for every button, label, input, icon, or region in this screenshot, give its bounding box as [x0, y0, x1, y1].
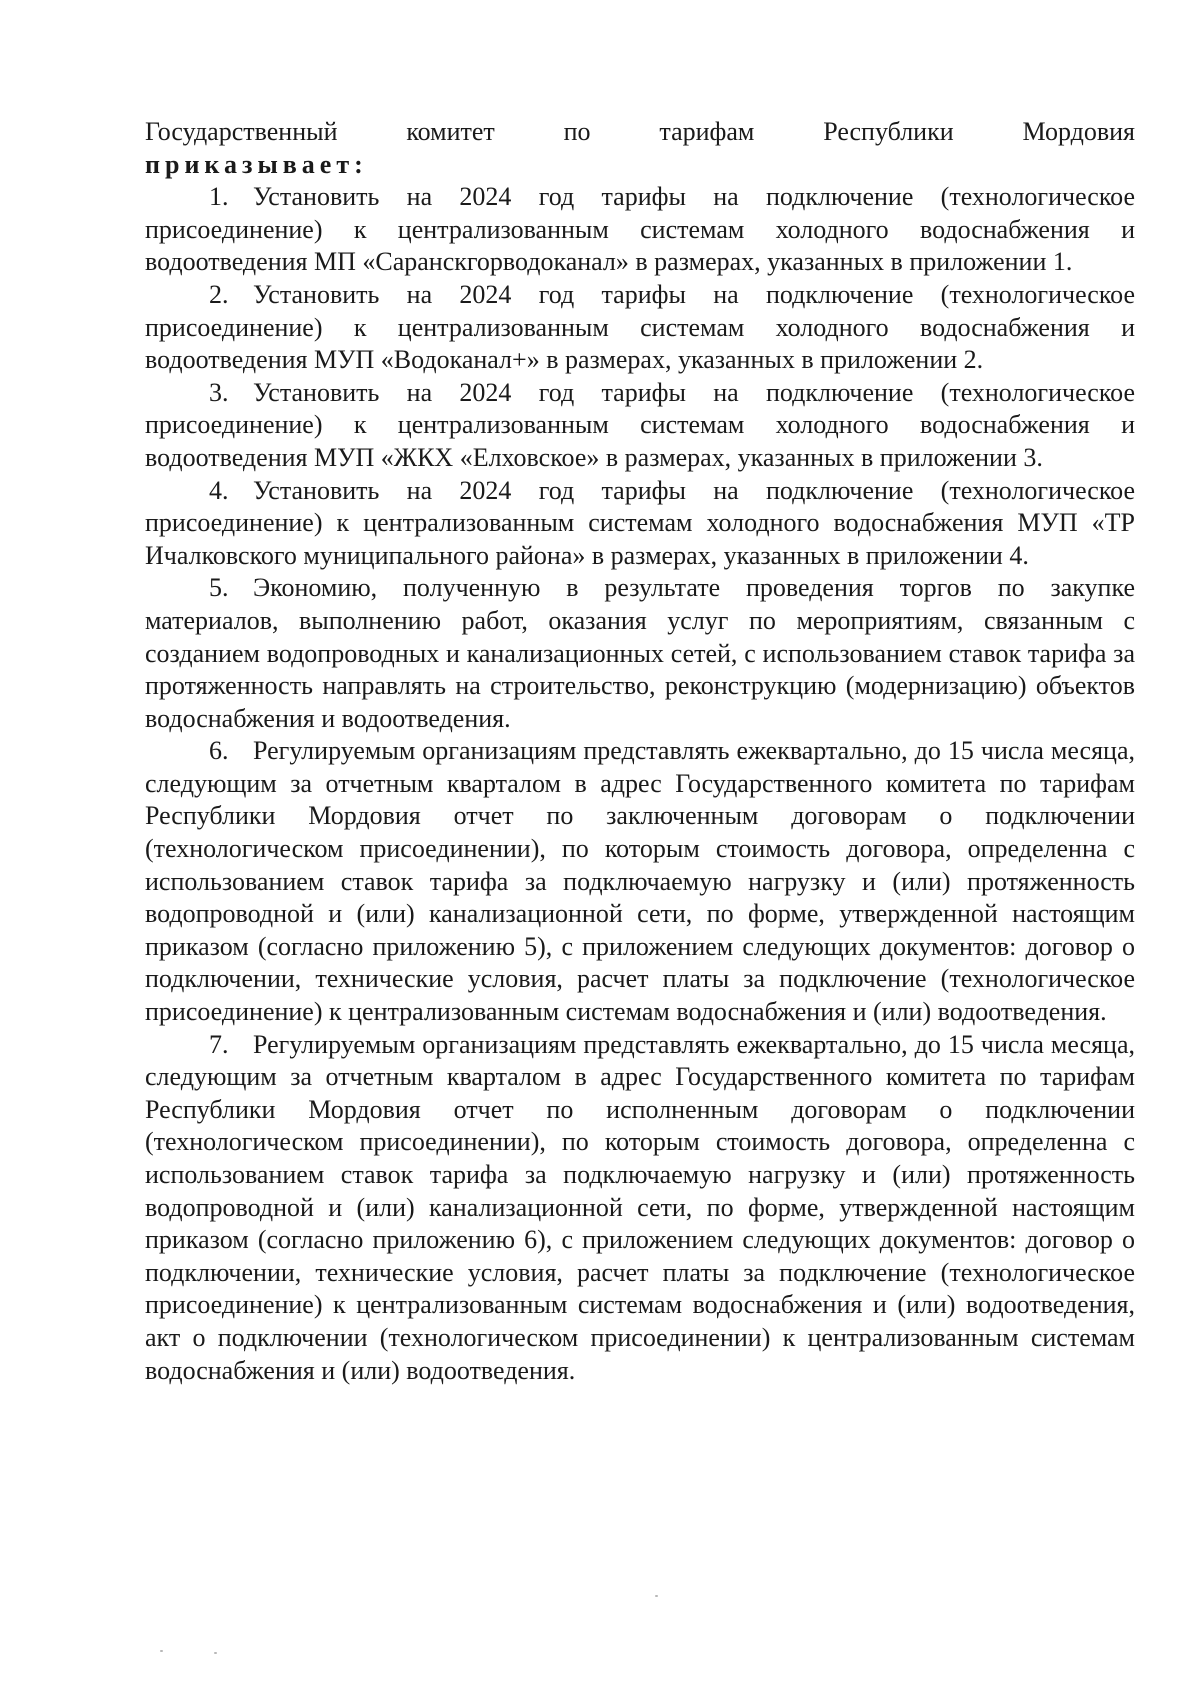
item-number: 7.: [209, 1029, 229, 1059]
item-text: Регулируемым организациям представлять ежеквартально, до 15 числа месяца, следующим за отчетным кварталом в адрес Государственного комитета по тарифам Республики Мордовия отчет по исполненным договорам о подключении (технологическом присоединении), по которым стоимость договора, определенна с использованием ставок тарифа за подключаемую нагрузку и (или) протяженность водопроводной и (или) канализационной сети, по форме, утвержденной настоящим приказом (согласно приложению 6), с приложением следующих документов: договор о подключении, технические условия, расчет платы за подключение (технологическое присоединение) к централизованным системам водоснабжения и (или) водоотведения, акт о подключении (технологическом присоединении) к централизованным системам водоснабжения и (или) водоотведения.: [145, 1029, 1135, 1385]
order-item-4: [145, 475, 1135, 573]
order-heading: приказывает:: [145, 149, 368, 179]
item-text: Установить на 2024 год тарифы на подключение (технологическое присоединение) к централизованным системам холодного водоснабжения и водоотведения МУП «Водоканал+» в размерах, указанных в приложении 2.: [145, 279, 1135, 375]
item-text: Экономию, полученную в результате проведения торгов по закупке материалов, выполнению работ, оказания услуг по мероприятиям, связанным с созданием водопроводных и канализационных сетей, с использованием ставок тарифа за протяженность направлять на строительство, реконструкцию (модернизацию) объектов водоснабжения и водоотведения.: [145, 573, 1135, 733]
order-item-1: [145, 181, 1135, 279]
scan-speck: [655, 1595, 658, 1597]
order-item-7: [145, 1029, 1135, 1388]
item-number: 1.: [209, 182, 229, 212]
item-number: 5.: [209, 573, 229, 603]
item-number: 6.: [209, 736, 229, 766]
scan-speck: [160, 1650, 163, 1652]
item-text: Регулируемым организациям представлять ежеквартально, до 15 числа месяца, следующим за отчетным кварталом в адрес Государственного комитета по тарифам Республики Мордовия отчет по заключенным договорам о подключении (технологическом присоединении), по которым стоимость договора, определенна с использованием ставок тарифа за подключаемую нагрузку и (или) протяженность водопроводной и (или) канализационной сети, по форме, утвержденной настоящим приказом (согласно приложению 5), с приложением следующих документов: договор о подключении, технические условия, расчет платы за подключение (технологическое присоединение) к централизованным системам водоснабжения и (или) водоотведения.: [145, 736, 1135, 1027]
order-item-3: [145, 377, 1135, 475]
order-item-2: [145, 279, 1135, 377]
item-text: Установить на 2024 год тарифы на подключение (технологическое присоединение) к централизованным системам холодного водоснабжения МУП «ТР Ичалковского муниципального района» в размерах, указанных в приложении 4.: [145, 475, 1135, 570]
order-item-6: [145, 735, 1135, 1028]
item-text: Установить на 2024 год тарифы на подключение (технологическое присоединение) к централизованным системам холодного водоснабжения и водоотведения МП «Саранскгорводоканал» в размерах, указанных в приложении 1.: [145, 182, 1135, 277]
item-number: 2.: [209, 279, 229, 309]
order-item-5: [145, 572, 1135, 735]
item-number: 3.: [209, 377, 229, 407]
item-number: 4.: [209, 475, 229, 505]
item-text: Установить на 2024 год тарифы на подключение (технологическое присоединение) к централизованным системам холодного водоснабжения и водоотведения МУП «ЖКХ «Елховское» в размерах, указанных в приложении 3.: [145, 377, 1135, 472]
document-body: [145, 116, 1135, 1387]
scan-speck: [214, 1652, 217, 1654]
intro-line: Государственный комитет по тарифам Республики Мордовия: [145, 117, 1135, 146]
